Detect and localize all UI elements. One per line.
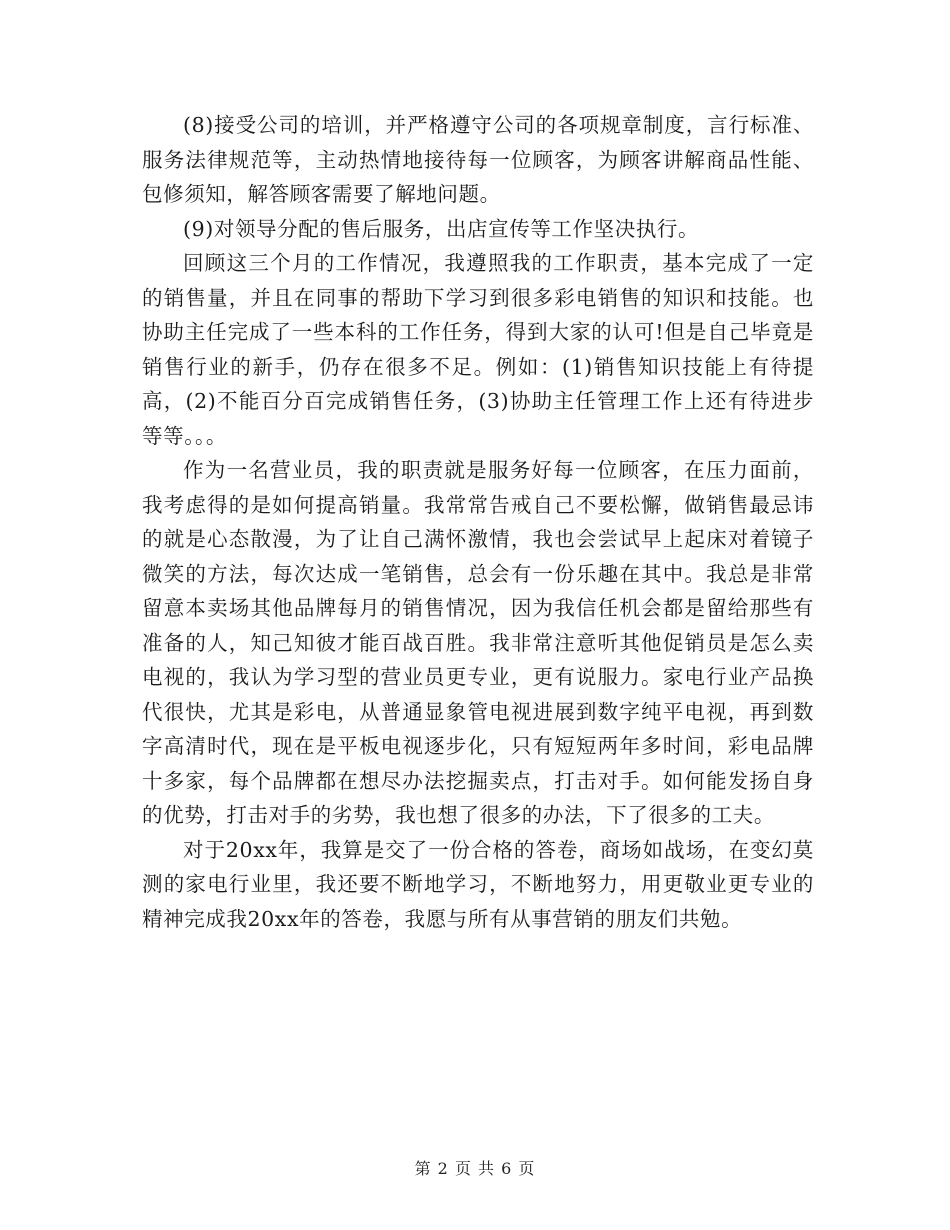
paragraph-duties: 作为一名营业员，我的职责就是服务好每一位顾客，在压力面前，我考虑得的是如何提高销量。我常常告戒自己不要松懈，做销售最忌讳的就是心态散漫，为了让自己满怀激情，我也会尝试早上起床对着镜子微笑的方法，每次达成一笔销售，总会有一份乐趣在其中。我总是非常留意本卖场其他品牌每月的销售情况，因为我信任机会都是留给那些有准备的人，知己知彼才能百战百胜。我非常注意听其他促销员是怎么卖电视的，我认为学习型的营业员更专业，更有说服力。家电行业产品换代很快，尤其是彩电，从普通显象管电视进展到数字纯平电视，再到数字高清时代，现在是平板电视逐步化，只有短短两年多时间，彩电品牌十多家，每个品牌都在想尽办法挖掘卖点，打击对手。如何能发扬自身的优势，打击对手的劣势，我也想了很多的办法，下了很多的工夫。	[142, 458, 814, 827]
page-number-footer: 第 2 页 共 6 页	[414, 1159, 536, 1178]
paragraph-item-8: (8)接受公司的培训，并严格遵守公司的各项规章制度，言行标准、服务法律规范等，主动热情地接待每一位顾客，为顾客讲解商品性能、包修须知，解答顾客需要了解地问题。	[142, 113, 814, 206]
paragraph-item-9: (9)对领导分配的售后服务，出店宣传等工作坚决执行。	[183, 216, 700, 241]
paragraph-conclusion: 对于20xx年，我算是交了一份合格的答卷，商场如战场，在变幻莫测的家电行业里，我还要不断地学习，不断地努力，用更敬业更专业的精神完成我20xx年的答卷，我愿与所有从事营销的朋友们共勉。	[142, 837, 814, 931]
document-body	[142, 108, 814, 936]
paragraph-review: 回顾这三个月的工作情况，我遵照我的工作职责，基本完成了一定的销售量，并且在同事的帮助下学习到很多彩电销售的知识和技能。也协助主任完成了一些本科的工作任务，得到大家的认可!但是自己毕竟是销售行业的新手，仍存在很多不足。例如：(1)销售知识技能上有待提高，(2)不能百分百完成销售任务，(3)协助主任管理工作上还有待进步等等。。。	[142, 251, 814, 448]
